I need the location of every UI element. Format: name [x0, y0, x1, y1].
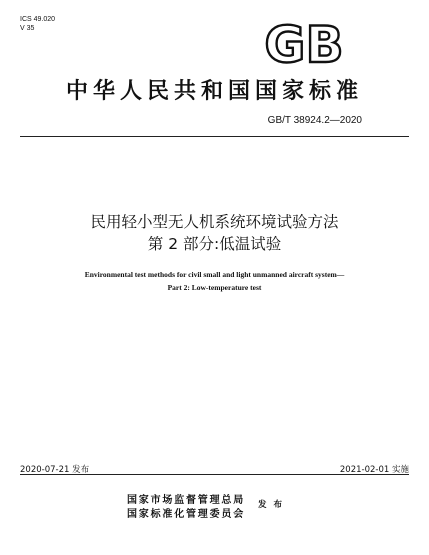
ics-block — [20, 15, 55, 33]
issuer-line2: 国家标准化管理委员会 — [127, 509, 245, 520]
title-cn-line1: 民用轻小型无人机系统环境试验方法 — [90, 213, 339, 231]
issue-date: 2020-07-21 发布 — [20, 465, 90, 475]
gb-logo-text: GB — [264, 16, 344, 68]
national-standard-title: 中华人民共和国国家标准 — [65, 78, 363, 104]
implement-date: 2021-02-01 实施 — [339, 465, 409, 475]
title-cn-line2: 第 2 部分:低温试验 — [147, 235, 282, 253]
title-en-line2: Part 2: Low-temperature test — [167, 283, 262, 292]
top-divider — [20, 136, 409, 137]
ics-code: ICS 49.020 — [20, 16, 56, 23]
gb-logo-icon — [262, 16, 346, 68]
publish-label: 发 布 — [258, 500, 284, 510]
title-en-line1: Environmental test methods for civil small and light unmanned aircraft system— — [84, 270, 345, 279]
standard-code: GB/T 38924.2—2020 — [267, 115, 362, 126]
bottom-divider — [20, 474, 409, 475]
class-code: V 35 — [20, 25, 35, 32]
issuer-line1: 国家市场监督管理总局 — [127, 495, 245, 506]
